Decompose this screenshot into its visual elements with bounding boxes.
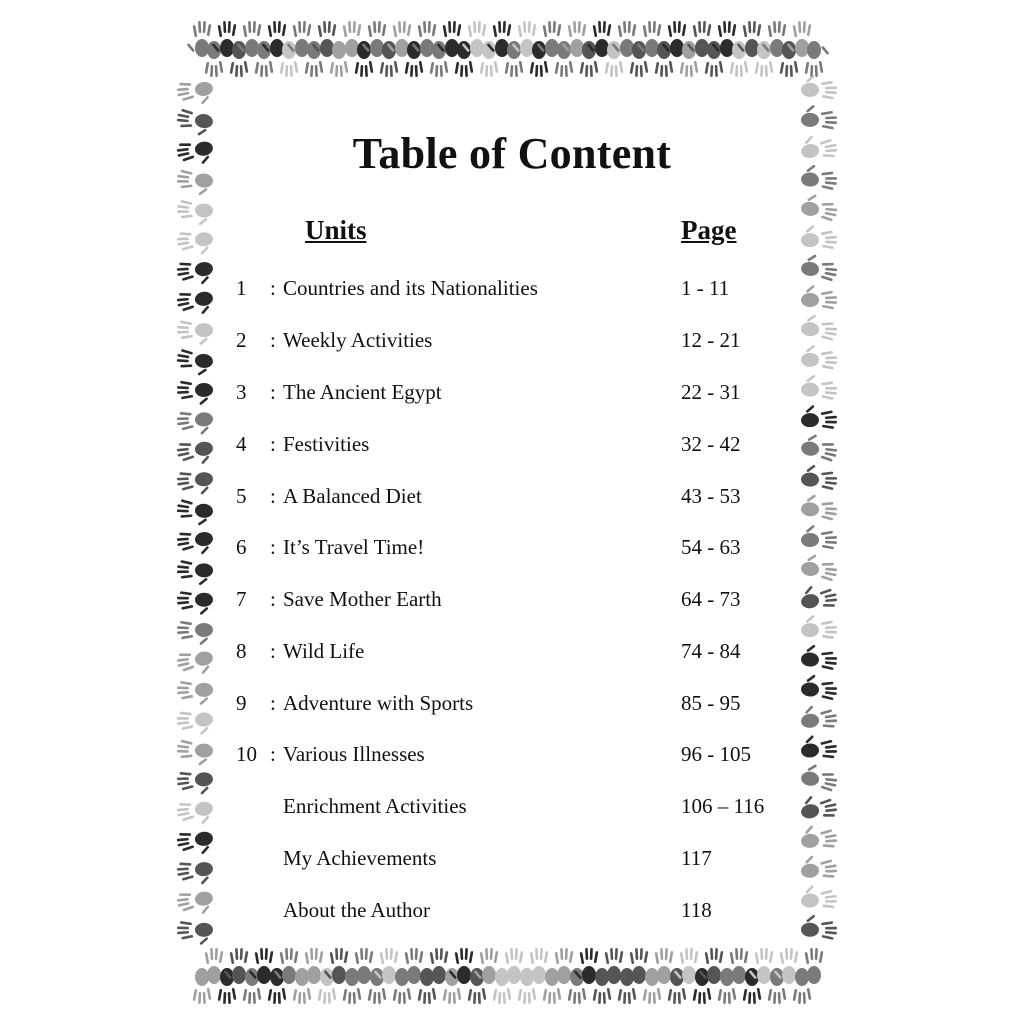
- unit-number: 9: [236, 691, 247, 715]
- unit-pages: 12 - 21: [681, 328, 741, 352]
- unit-pages: 54 - 63: [681, 535, 741, 559]
- unit-title: It’s Travel Time!: [283, 535, 425, 559]
- unit-pages: 43 - 53: [681, 484, 741, 508]
- unit-title: Adventure with Sports: [283, 691, 474, 715]
- toc-row: [0, 587, 1024, 617]
- toc-row-extra: [0, 794, 1024, 824]
- unit-number: 2: [236, 328, 247, 352]
- unit-separator: :: [270, 328, 276, 352]
- unit-separator: :: [270, 639, 276, 663]
- unit-pages: 74 - 84: [681, 639, 741, 663]
- unit-title: Wild Life: [283, 639, 365, 663]
- toc-row: [0, 276, 1024, 306]
- unit-title: A Balanced Diet: [283, 484, 422, 508]
- unit-number: 3: [236, 380, 247, 404]
- toc-row: [0, 691, 1024, 721]
- unit-number: 7: [236, 587, 247, 611]
- unit-separator: :: [270, 535, 276, 559]
- unit-pages: 85 - 95: [681, 691, 741, 715]
- unit-title: Festivities: [283, 432, 370, 456]
- handprint-icon: [176, 200, 213, 227]
- unit-title: Various Illnesses: [283, 742, 425, 766]
- unit-separator: :: [270, 691, 276, 715]
- toc-row-extra: [0, 898, 1024, 928]
- unit-separator: :: [270, 380, 276, 404]
- section-pages: 117: [681, 846, 712, 870]
- unit-title: The Ancient Egypt: [283, 380, 442, 404]
- unit-separator: :: [270, 742, 276, 766]
- toc-row: [0, 380, 1024, 410]
- unit-title: Weekly Activities: [283, 328, 433, 352]
- unit-separator: :: [270, 484, 276, 508]
- unit-separator: :: [270, 432, 276, 456]
- section-title: About the Author: [283, 898, 430, 922]
- handprint-icon: [801, 74, 837, 99]
- handprint-icon: [801, 224, 837, 249]
- page-column-header: Page: [681, 215, 737, 245]
- handprint-icon: [801, 614, 837, 639]
- handprint-icon: [800, 192, 839, 222]
- unit-number: 5: [236, 484, 247, 508]
- unit-pages: 64 - 73: [681, 587, 741, 611]
- unit-separator: :: [270, 587, 276, 611]
- handprint-icon: [176, 769, 214, 797]
- unit-pages: 32 - 42: [681, 432, 741, 456]
- unit-title: Save Mother Earth: [283, 587, 442, 611]
- unit-separator: :: [270, 276, 276, 300]
- handprint-icon: [176, 78, 215, 107]
- toc-row-extra: [0, 846, 1024, 876]
- toc-row: [0, 742, 1024, 772]
- unit-number: 6: [236, 535, 247, 559]
- handprint-icon: [176, 229, 214, 257]
- section-pages: 118: [681, 898, 712, 922]
- page-title: Table of Content: [352, 129, 672, 178]
- section-title: Enrichment Activities: [283, 794, 467, 818]
- unit-title: Countries and its Nationalities: [283, 276, 538, 300]
- unit-number: 4: [236, 432, 247, 456]
- toc-row: [0, 639, 1024, 669]
- unit-pages: 1 - 11: [681, 276, 730, 300]
- section-pages: 106 – 116: [681, 794, 765, 818]
- unit-pages: 22 - 31: [681, 380, 741, 404]
- toc-row: [0, 535, 1024, 565]
- units-column-header: Units: [305, 215, 367, 245]
- handprint-icon: [801, 104, 837, 129]
- toc-row: [0, 328, 1024, 358]
- unit-number: 8: [236, 639, 247, 663]
- handprint-icon: [805, 41, 830, 77]
- toc-row: [0, 484, 1024, 514]
- unit-number: 1: [236, 276, 247, 300]
- toc-row: [0, 432, 1024, 462]
- section-title: My Achievements: [283, 846, 437, 870]
- unit-pages: 96 - 105: [681, 742, 751, 766]
- unit-number: 10: [236, 742, 257, 766]
